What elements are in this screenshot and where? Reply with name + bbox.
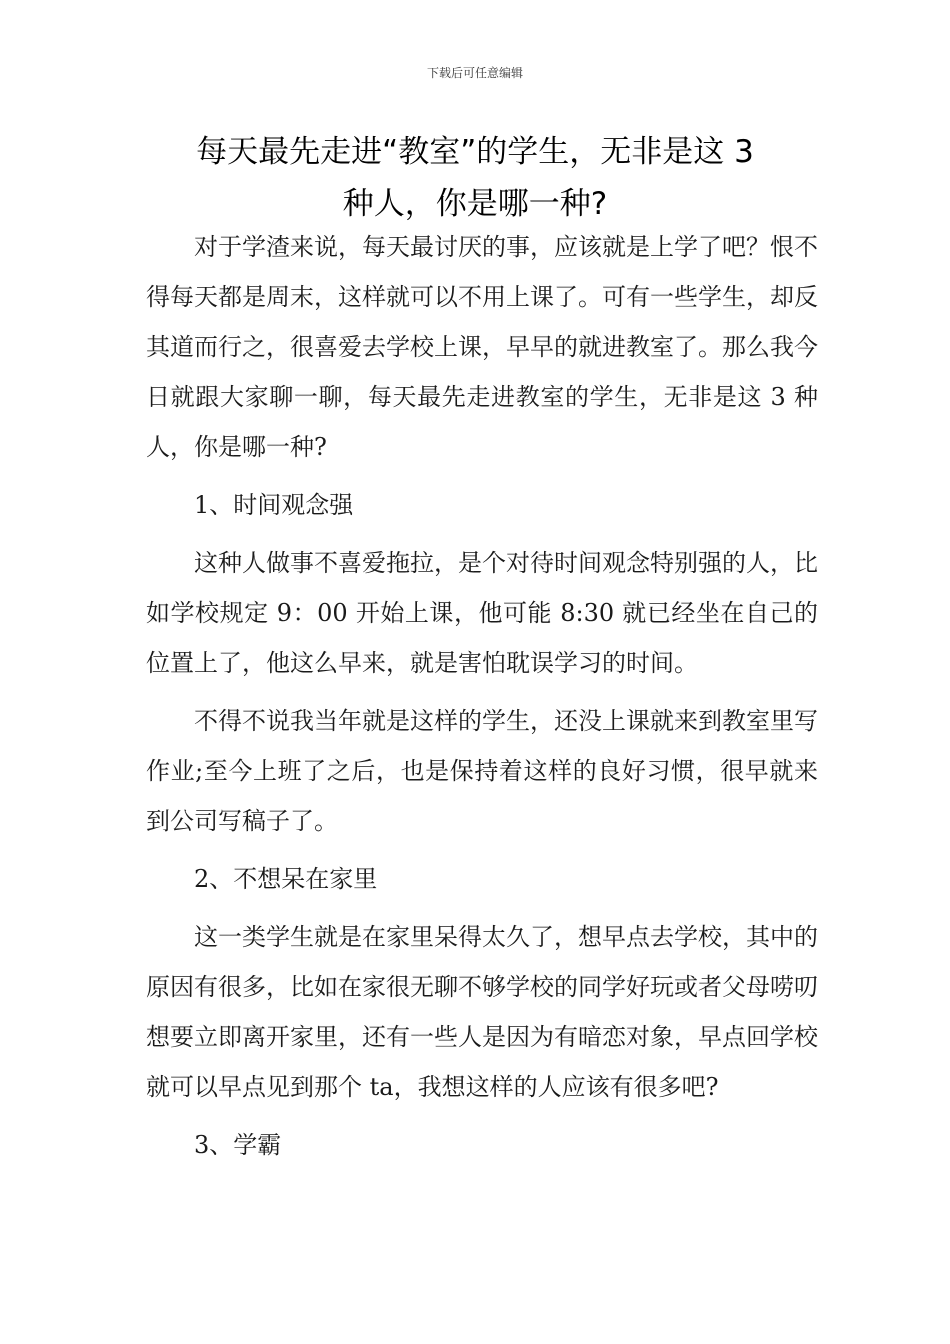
section-2-heading: 2、不想呆在家里 [194, 865, 378, 893]
section-3-heading: 3、学霸 [194, 1131, 282, 1159]
title-line-2: 种人，你是哪一种? [342, 186, 608, 222]
header-note: 下载后可任意编辑 [426, 66, 523, 80]
intro-paragraph: 对于学渣来说，每天最讨厌的事，应该就是上学了吧？恨不得每天都是周末，这样就可以不用上课了。可有一些学生，却反其道而行之，很喜爱去学校上课，早早的就进教室了。那么我今日就跟大家聊一聊，每天最先走进教室的学生，无非是这 3 种人，你是哪一种? [146, 233, 818, 461]
section-2-paragraph-1: 这一类学生就是在家里呆得太久了，想早点去学校，其中的原因有很多，比如在家很无聊不够学校的同学好玩或者父母唠叨想要立即离开家里，还有一些人是因为有暗恋对象，早点回学校就可以早点见到那个 ta，我想这样的人应该有很多吧? [146, 923, 818, 1101]
document-title [120, 126, 830, 230]
document-body [146, 222, 818, 1178]
title-line-1: 每天最先走进“教室”的学生，无非是这 3 [196, 134, 754, 170]
section-1-heading: 1、时间观念强 [194, 491, 354, 519]
section-1-paragraph-1: 这种人做事不喜爱拖拉，是个对待时间观念特别强的人，比如学校规定 9：00 开始上课，他可能 8:30 就已经坐在自己的位置上了，他这么早来，就是害怕耽误学习的时间。 [146, 549, 818, 677]
section-1-paragraph-2: 不得不说我当年就是这样的学生，还没上课就来到教室里写作业;至今上班了之后，也是保持着这样的良好习惯，很早就来到公司写稿子了。 [146, 707, 818, 835]
